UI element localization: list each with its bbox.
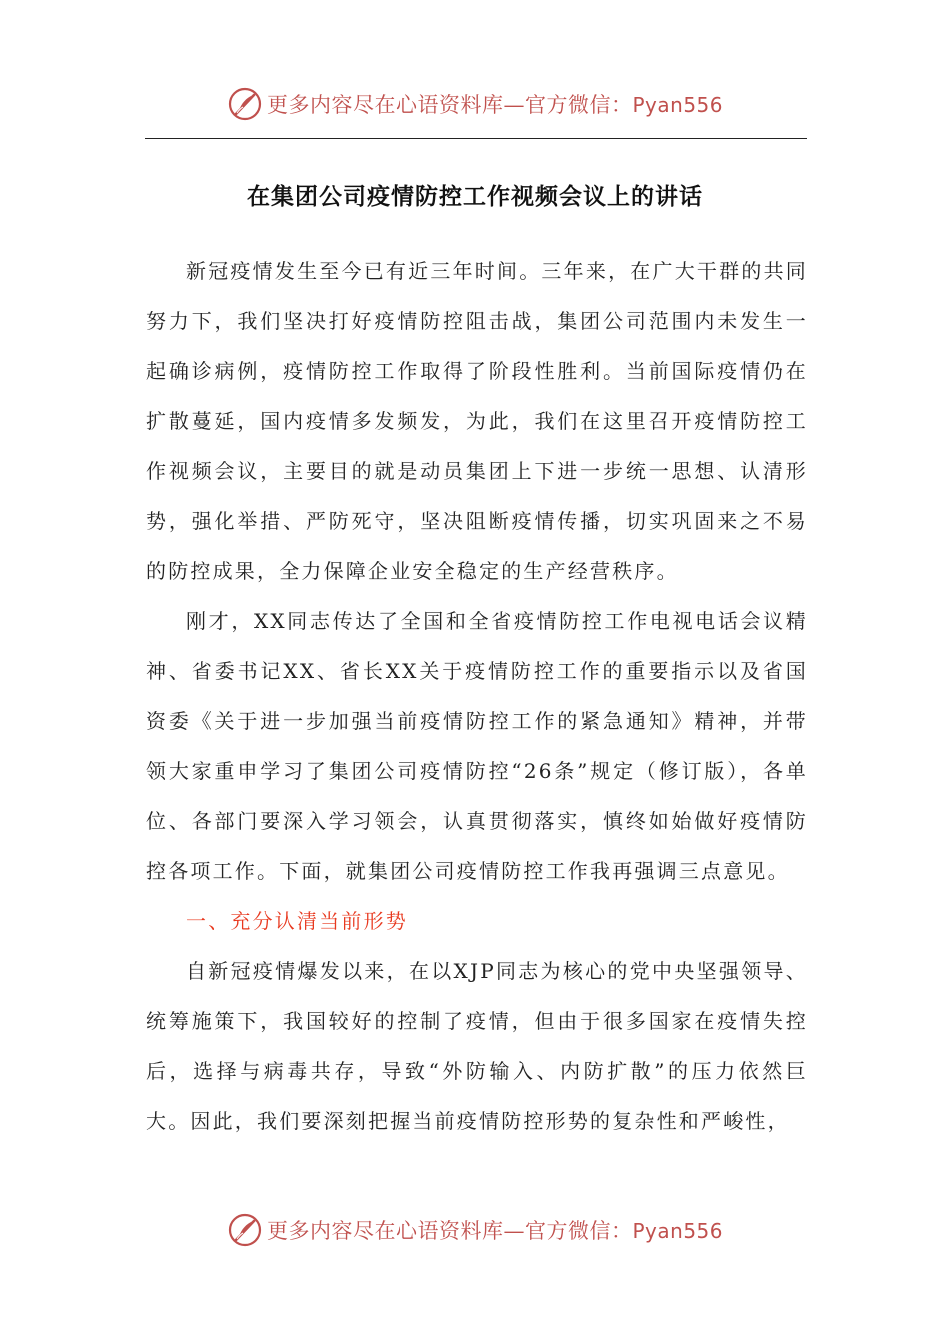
feather-pen-logo-icon (227, 86, 263, 122)
banner-text: 更多内容尽在心语资料库—官方微信： (266, 93, 633, 117)
header-rule (145, 138, 807, 139)
document-body (146, 246, 808, 1146)
paragraph-1: 新冠疫情发生至今已有近三年时间。三年来，在广大干群的共同努力下，我们坚决打好疫情防控阻击战，集团公司范围内未发生一起确诊病例，疫情防控工作取得了阶段性胜利。当前国际疫情仍在扩散蔓延，国内疫情多发频发，为此，我们在这里召开疫情防控工作视频会议，主要目的就是动员集团上下进一步统一思想、认清形势，强化举措、严防死守，坚决阻断疫情传播，切实巩固来之不易的防控成果，全力保障企业安全稳定的生产经营秩序。 (146, 259, 808, 583)
document-title: 在集团公司疫情防控工作视频会议上的讲话 (247, 184, 703, 210)
footer-banner (0, 1208, 950, 1252)
header-banner (0, 82, 950, 126)
banner-wechat-id: Pyan556 (632, 93, 723, 117)
section-heading: 一、充分认清当前形势 (186, 909, 408, 933)
banner-text: 更多内容尽在心语资料库—官方微信： (266, 1219, 633, 1243)
feather-pen-logo-icon (227, 1212, 263, 1248)
section-paragraph: 自新冠疫情爆发以来，在以XJP同志为核心的党中央坚强领导、统筹施策下，我国较好的控制了疫情，但由于很多国家在疫情失控后，选择与病毒共存，导致“外防输入、内防扩散”的压力依然巨大。因此，我们要深刻把握当前疫情防控形势的复杂性和严峻性， (146, 959, 808, 1133)
paragraph-2: 刚才，XX同志传达了全国和全省疫情防控工作电视电话会议精神、省委书记XX、省长XX关于疫情防控工作的重要指示以及省国资委《关于进一步加强当前疫情防控工作的紧急通知》精神，并带领大家重申学习了集团公司疫情防控“26条”规定（修订版），各单位、各部门要深入学习领会，认真贯彻落实，慎终如始做好疫情防控各项工作。下面，就集团公司疫情防控工作我再强调三点意见。 (146, 609, 808, 883)
banner-wechat-id: Pyan556 (632, 1219, 723, 1243)
